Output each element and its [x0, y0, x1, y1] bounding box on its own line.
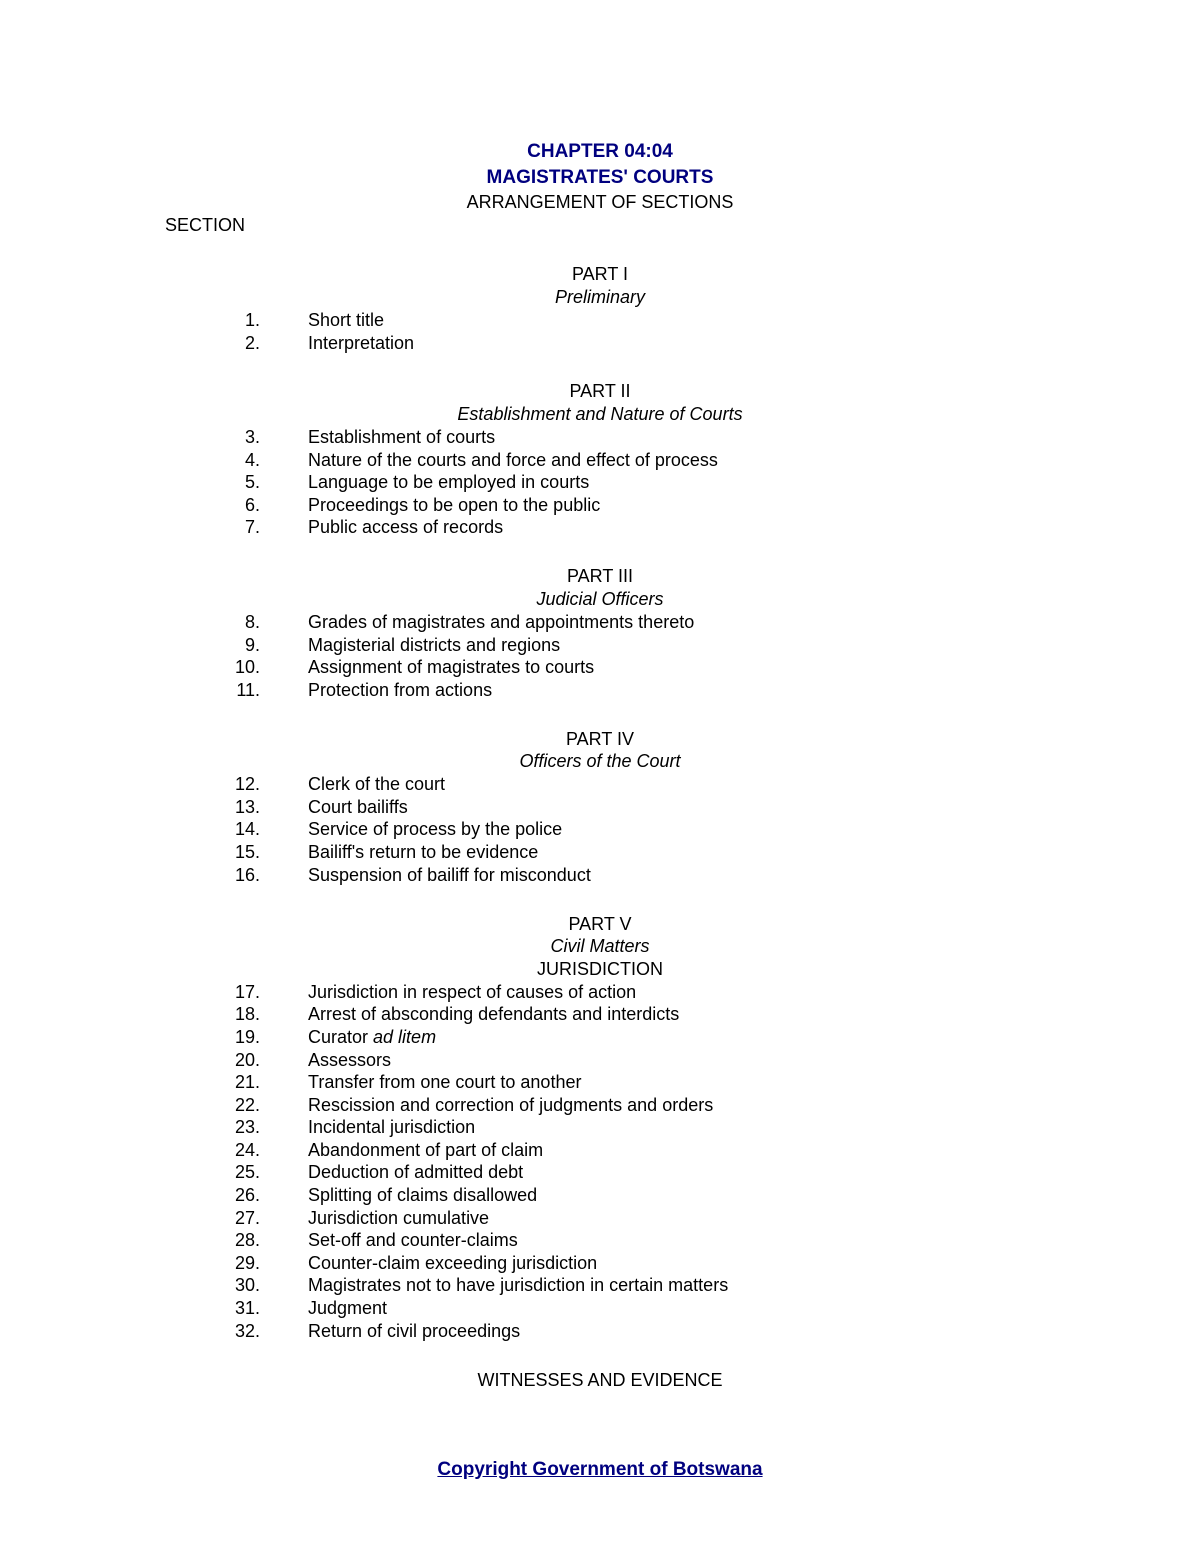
section-title: Jurisdiction cumulative: [308, 1208, 490, 1228]
section-number: 6.: [244, 495, 260, 515]
section-title: Magistrates not to have jurisdiction in certain matters: [308, 1275, 729, 1295]
section-title: Service of process by the police: [308, 819, 563, 839]
section-number: 23.: [234, 1117, 260, 1137]
chapter-number: CHAPTER 04:04: [527, 141, 673, 162]
part-heading: PART IV: [565, 729, 635, 749]
section-number: 12.: [234, 774, 260, 794]
section-title: Transfer from one court to another: [308, 1072, 582, 1092]
section-number: 10.: [234, 657, 260, 677]
part-subtitle: Officers of the Court: [519, 751, 681, 771]
section-title: Short title: [308, 310, 385, 330]
section-number: 15.: [234, 842, 260, 862]
part-subtitle: Preliminary: [554, 287, 646, 307]
section-title: Suspension of bailiff for misconduct: [308, 865, 591, 885]
section-number: 13.: [234, 797, 260, 817]
section-number: 26.: [234, 1185, 260, 1205]
part-heading: PART I: [571, 264, 629, 284]
section-number: 20.: [234, 1050, 260, 1070]
part-subtitle: Establishment and Nature of Courts: [457, 404, 743, 424]
section-number: 4.: [244, 450, 260, 470]
section-number: 19.: [234, 1027, 260, 1047]
section-number: 16.: [234, 865, 260, 885]
section-number: 14.: [234, 819, 260, 839]
section-title: Incidental jurisdiction: [308, 1117, 476, 1137]
section-title: Jurisdiction in respect of causes of action: [308, 982, 637, 1002]
arrangement-heading: ARRANGEMENT OF SECTIONS: [466, 192, 734, 212]
copyright-link[interactable]: Copyright Government of Botswana: [437, 1459, 763, 1480]
section-title: Counter-claim exceeding jurisdiction: [308, 1253, 598, 1273]
section-number: 5.: [244, 472, 260, 492]
section-title-text: Curator: [308, 1027, 374, 1047]
section-title: Court bailiffs: [308, 797, 408, 817]
section-title: [308, 1026, 436, 1048]
section-number: 29.: [234, 1253, 260, 1273]
section-title: Return of civil proceedings: [308, 1321, 521, 1341]
section-title: Proceedings to be open to the public: [308, 495, 601, 515]
part-subtitle: Civil Matters: [550, 936, 650, 956]
section-number: 31.: [234, 1298, 260, 1318]
section-title: Abandonment of part of claim: [308, 1140, 544, 1160]
section-number: 30.: [234, 1275, 260, 1295]
section-title: Interpretation: [308, 333, 415, 353]
section-number: 9.: [244, 635, 260, 655]
part-subheading: JURISDICTION: [537, 959, 663, 979]
section-title: Public access of records: [308, 517, 504, 537]
section-number: 21.: [234, 1072, 260, 1092]
part-heading: PART III: [566, 566, 634, 586]
section-title: Assessors: [308, 1050, 392, 1070]
section-title: Language to be employed in courts: [308, 472, 590, 492]
section-title: Bailiff's return to be evidence: [308, 842, 539, 862]
section-number: 18.: [234, 1004, 260, 1024]
section-number: 2.: [244, 333, 260, 353]
part-heading: PART II: [569, 381, 631, 401]
section-number: 27.: [234, 1208, 260, 1228]
act-title: MAGISTRATES' COURTS: [486, 167, 714, 188]
section-number: 24.: [234, 1140, 260, 1160]
section-number: 17.: [234, 982, 260, 1002]
section-number: 11.: [236, 680, 260, 700]
section-number: 22.: [234, 1095, 260, 1115]
section-title-italic: ad litem: [373, 1027, 437, 1047]
section-column-label: SECTION: [165, 215, 246, 235]
section-title: Set-off and counter-claims: [308, 1230, 518, 1250]
section-title: Rescission and correction of judgments and orders: [308, 1095, 714, 1115]
part-heading: PART V: [568, 914, 632, 934]
section-number: 7.: [244, 517, 260, 537]
section-title: Deduction of admitted debt: [308, 1162, 524, 1182]
section-title: Splitting of claims disallowed: [308, 1185, 538, 1205]
section-number: 25.: [234, 1162, 260, 1182]
section-title: Arrest of absconding defendants and interdicts: [308, 1004, 680, 1024]
section-title: Nature of the courts and force and effect of process: [308, 450, 718, 470]
section-title: Judgment: [308, 1298, 388, 1318]
section-title: Grades of magistrates and appointments thereto: [308, 612, 695, 632]
section-number: 1.: [244, 310, 260, 330]
section-number: 28.: [234, 1230, 260, 1250]
section-number: 8.: [244, 612, 260, 632]
section-number: 32.: [234, 1321, 260, 1341]
section-number: 3.: [244, 427, 260, 447]
section-title: Establishment of courts: [308, 427, 496, 447]
part-subtitle: Judicial Officers: [536, 589, 664, 609]
section-title: Assignment of magistrates to courts: [308, 657, 595, 677]
section-title: Clerk of the court: [308, 774, 446, 794]
section-title: Magisterial districts and regions: [308, 635, 561, 655]
section-title: Protection from actions: [308, 680, 493, 700]
witnesses-evidence-heading: WITNESSES AND EVIDENCE: [477, 1370, 723, 1390]
